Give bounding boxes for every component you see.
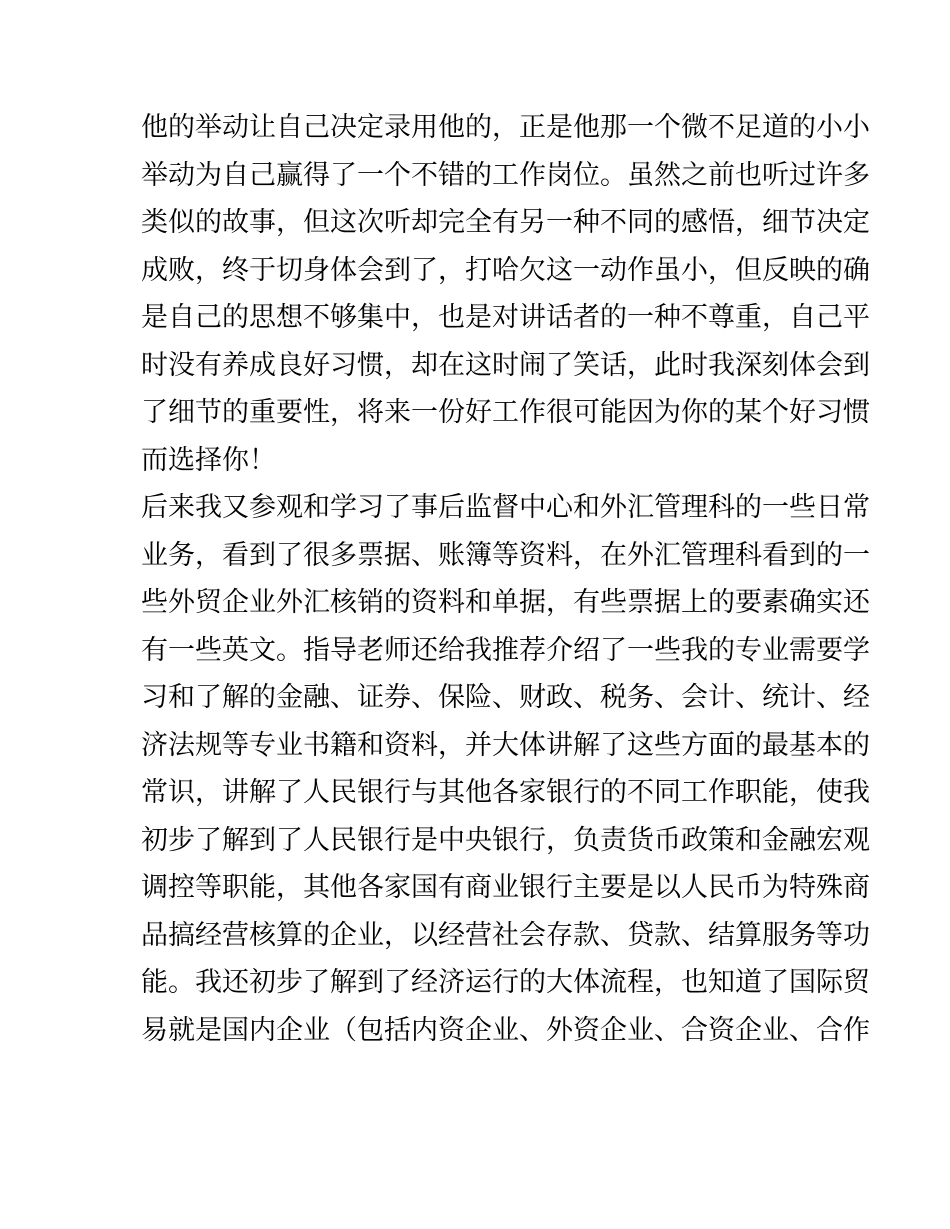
text-line: 成败，终于切身体会到了，打哈欠这一动作虽小，但反映的确 [141,254,870,286]
text-line: 有一些英文。指导老师还给我推荐介绍了一些我的专业需要学 [141,634,870,666]
text-line: 是自己的思想不够集中，也是对讲话者的一种不尊重，自己平 [141,302,870,333]
text-line: 类似的故事，但这次听却完全有另一种不同的感悟，细节决定 [141,207,870,238]
text-line: 了细节的重要性，将来一份好工作很可能因为你的某个好习惯 [141,397,870,428]
text-line: 他的举动让自己决定录用他的，正是他那一个微不足道的小小 [141,112,870,143]
text-line: 举动为自己赢得了一个不错的工作岗位。虽然之前也听过许多 [141,159,870,191]
text-line: 品搞经营核算的企业，以经营社会存款、贷款、结算服务等功 [141,919,870,951]
text-line: 能。我还初步了解到了经济运行的大体流程，也知道了国际贸 [141,967,870,998]
body-text [141,104,870,1054]
text-line: 业务，看到了很多票据、账簿等资料，在外汇管理科看到的一 [141,539,870,571]
text-line: 后来我又参观和学习了事后监督中心和外汇管理科的一些日常 [141,492,870,523]
text-line: 习和了解的金融、证券、保险、财政、税务、会计、统计、经 [141,682,870,713]
text-line: 初步了解到了人民银行是中央银行，负责货币政策和金融宏观 [141,824,870,856]
paragraph-2 [141,484,870,1054]
text-line: 调控等职能，其他各家国有商业银行主要是以人民币为特殊商 [141,872,870,903]
text-line: 济法规等专业书籍和资料，并大体讲解了这些方面的最基本的 [141,729,870,761]
text-line: 易就是国内企业（包括内资企业、外资企业、合资企业、合作 [141,1014,870,1046]
text-line: 常识，讲解了人民银行与其他各家银行的不同工作职能，使我 [141,777,870,808]
text-line: 些外贸企业外汇核销的资料和单据，有些票据上的要素确实还 [141,587,870,618]
text-line: 时没有养成良好习惯，却在这时闹了笑话，此时我深刻体会到 [141,349,870,381]
text-line: 而选择你！ [141,444,276,476]
paragraph-1 [141,104,870,484]
